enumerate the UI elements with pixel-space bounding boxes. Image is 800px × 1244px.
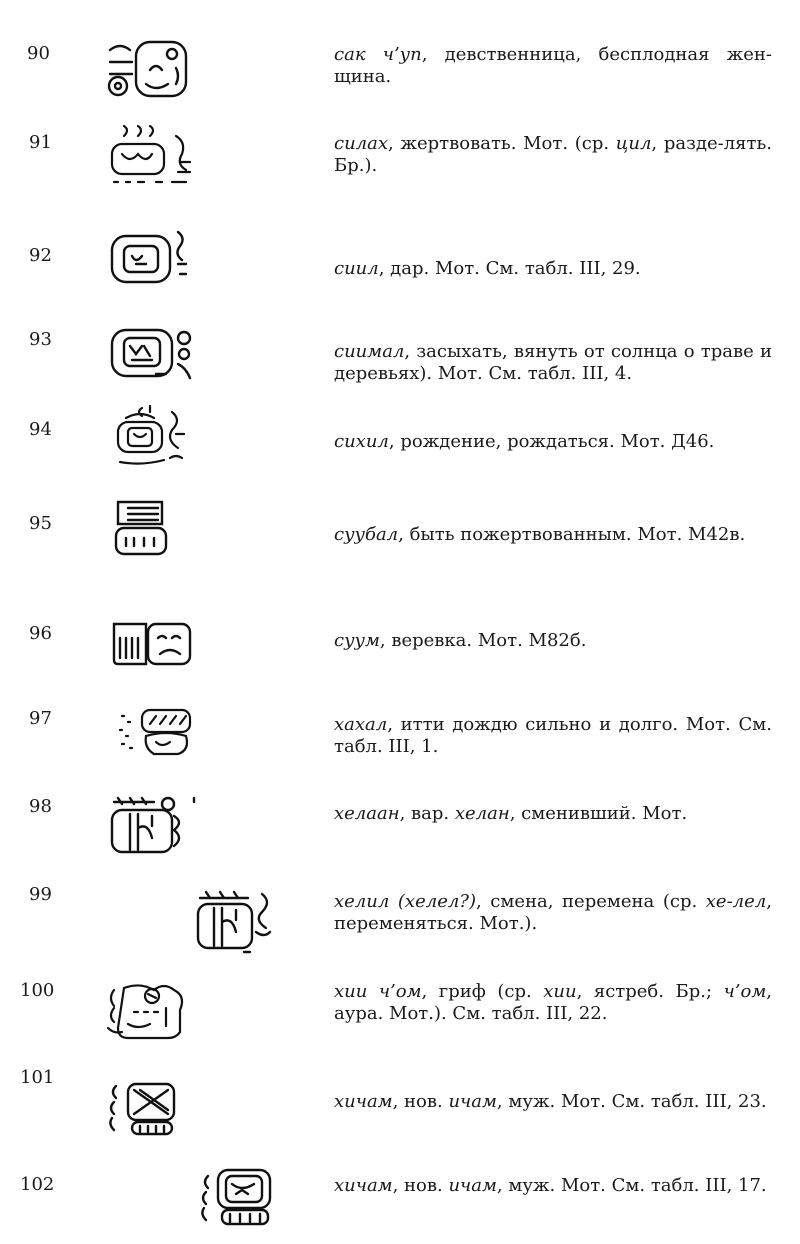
maya-glyph-siimal-icon [108,324,194,382]
entry-text [334,981,772,1025]
maya-glyph-sihil-icon [112,404,192,470]
entry-number: 96 [29,623,52,644]
entry-definition: , девственница, бесплодная жен-щина. [334,44,772,87]
entry-term: сиимал [334,341,405,362]
entry-number: 102 [20,1174,55,1195]
entry-text [334,714,772,758]
entry-term: хелил (хелел?) [334,891,476,912]
entry-number: 97 [29,708,52,729]
entry-text [334,891,772,935]
entry-term: хичам [334,1091,393,1112]
entry-term: хахал [334,714,388,735]
entry-definition: , нов. ичам, муж. Мот. См. табл. III, 17. [392,1175,767,1196]
entry-definition: , вар. хелан, сменивший. Мот. [399,803,688,824]
entry-term: хелаан [334,803,400,824]
entry-text [334,803,772,825]
entry-term: суум [334,630,380,651]
entry-number: 98 [29,796,52,817]
entry-text [334,1091,772,1113]
entry-number: 92 [29,245,52,266]
maya-glyph-helaan-icon [108,794,198,856]
maya-glyph-hicham-variant-icon [196,1166,278,1228]
entry-text [334,1175,772,1197]
entry-text [334,630,772,652]
entry-number: 94 [29,419,52,440]
entry-text [334,524,772,546]
entry-number: 100 [20,980,55,1001]
entry-term: хии ч’ом [334,981,422,1002]
entry-text [334,133,772,177]
entry-definition: , гриф (ср. хии, ястреб. Бр.; ч’ом, аура. Мот.). См. табл. III, 22. [334,981,772,1024]
entry-term: сиил [334,258,379,279]
entry-term: сихил [334,431,389,452]
maya-glyph-hicham-icon [106,1080,180,1138]
entry-text [334,44,772,88]
maya-glyph-suum-icon [110,620,194,668]
entry-definition: , дар. Мот. См. табл. III, 29. [378,258,641,279]
entry-number: 99 [29,884,52,905]
entry-definition: , быть пожертвованным. Мот. М42в. [398,524,746,545]
entry-term: суубал [334,524,399,545]
entry-number: 95 [29,513,52,534]
entry-definition: , веревка. Мот. М82б. [379,630,587,651]
entry-definition: , смена, перемена (ср. хе-лел, переменяться. Мот.). [334,891,772,934]
maya-glyph-hii-chom-icon [104,982,190,1040]
maya-glyph-hahal-icon [116,706,196,758]
maya-glyph-helil-icon [194,888,278,956]
entry-text [334,341,772,385]
entry-definition: , засыхать, вянуть от солнца о траве и деревьях). Мот. См. табл. III, 4. [334,341,772,384]
maya-glyph-silah-icon [106,130,196,190]
entry-number: 90 [27,43,50,64]
entry-definition: , жертвовать. Мот. (ср. цил, разде-лять. Бр.). [334,133,772,176]
entry-term: сак ч’уп [334,44,422,65]
entry-number: 91 [29,132,52,153]
entry-term: хичам [334,1175,393,1196]
entry-number: 101 [20,1067,55,1088]
entry-definition: , итти дождю сильно и долго. Мот. См. табл. III, 1. [334,714,772,757]
entry-term: силах [334,133,389,154]
entry-text [334,258,772,280]
entry-definition: , рождение, рождаться. Мот. Д46. [388,431,715,452]
entry-definition: , нов. ичам, муж. Мот. См. табл. III, 23. [392,1091,767,1112]
maya-glyph-siil-icon [108,228,190,286]
entry-text [334,431,772,453]
maya-glyph-suubal-icon [114,498,170,558]
entry-number: 93 [29,329,52,350]
maya-glyph-sak-chup-icon [106,40,190,100]
